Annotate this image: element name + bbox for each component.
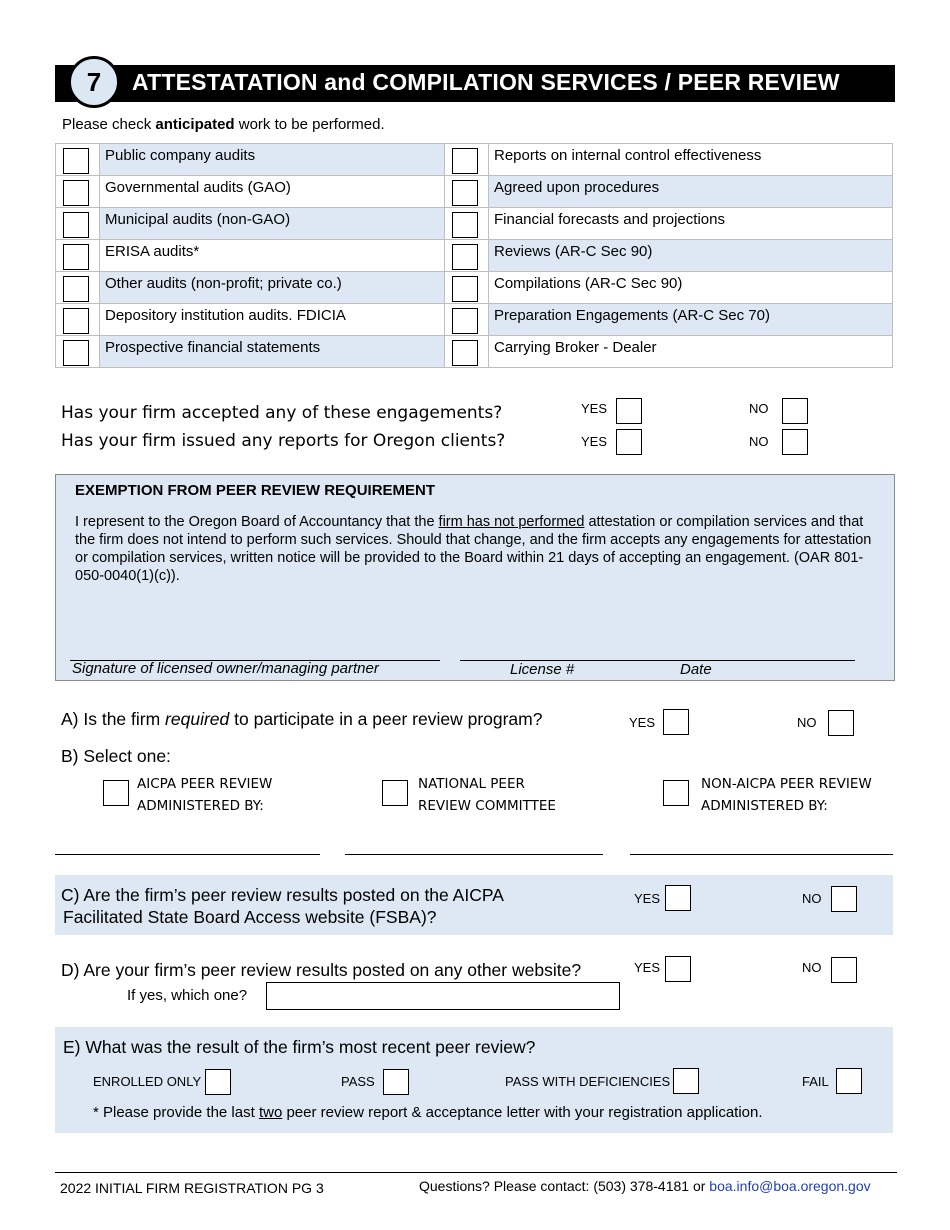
fail-checkbox[interactable]: [836, 1068, 862, 1094]
yes-label: YES: [581, 401, 608, 416]
work-right-label: Financial forecasts and projections: [489, 208, 893, 240]
table-row: [56, 176, 893, 208]
no-label: NO: [749, 401, 769, 416]
contact-email-link[interactable]: boa.info@boa.oregon.gov: [709, 1178, 871, 1194]
oregon-reports-no-checkbox[interactable]: [782, 429, 808, 455]
work-right-label: Reviews (AR-C Sec 90): [489, 240, 893, 272]
work-right-checkbox[interactable]: [452, 276, 478, 302]
work-right-label: Agreed upon procedures: [489, 176, 893, 208]
oregon-reports-question: Has your firm issued any reports for Oregon clients?: [61, 431, 506, 451]
work-left-checkbox[interactable]: [63, 244, 89, 270]
engagements-accepted-no-checkbox[interactable]: [782, 398, 808, 424]
enrolled-only-label: ENROLLED ONLY: [93, 1074, 202, 1089]
question-a: A) Is the firm required to participate in a peer review program?: [61, 709, 543, 729]
work-right-checkbox[interactable]: [452, 180, 478, 206]
work-right-checkbox[interactable]: [452, 148, 478, 174]
question-e: E) What was the result of the firm’s most recent peer review?: [63, 1037, 536, 1057]
work-left-label: Other audits (non-profit; private co.): [100, 272, 445, 304]
question-c: C) Are the firm’s peer review results posted on the AICPA Facilitated State Board Access website (FSBA)?: [61, 885, 504, 927]
work-left-checkbox[interactable]: [63, 180, 89, 206]
question-a-yes-checkbox[interactable]: [663, 709, 689, 735]
aicpa-peer-review-checkbox[interactable]: [103, 780, 129, 806]
footer-page-label: 2022 INITIAL FIRM REGISTRATION PG 3: [60, 1180, 324, 1196]
no-label: NO: [749, 434, 769, 449]
work-right-label: Compilations (AR-C Sec 90): [489, 272, 893, 304]
pass-with-deficiencies-label: PASS WITH DEFICIENCIES: [505, 1074, 671, 1089]
work-left-checkbox[interactable]: [63, 148, 89, 174]
work-right-checkbox[interactable]: [452, 212, 478, 238]
question-d: D) Are your firm’s peer review results posted on any other website?: [61, 960, 582, 980]
question-b: B) Select one:: [61, 746, 171, 766]
no-label: NO: [797, 715, 817, 730]
question-a-no-checkbox[interactable]: [828, 710, 854, 736]
question-d-yes-checkbox[interactable]: [665, 956, 691, 982]
pass-with-deficiencies-checkbox[interactable]: [673, 1068, 699, 1094]
question-c-yes-checkbox[interactable]: [665, 885, 691, 911]
work-left-checkbox[interactable]: [63, 212, 89, 238]
work-type-table: [55, 143, 893, 368]
table-row: [56, 304, 893, 336]
yes-label: YES: [634, 960, 661, 975]
pass-checkbox[interactable]: [383, 1069, 409, 1095]
exemption-statement: I represent to the Oregon Board of Accountancy that the firm has not performed attestation or compilation services and that the firm does not intend to perform such services. Should that change, and the firm accepts any engagements for attestation or compilation services, written notice will be provided to the Board within 21 days of accepting an engagement. (OAR 801-050-0040(1)(c)).: [75, 514, 872, 584]
work-left-label: Governmental audits (GAO): [100, 176, 445, 208]
table-row: [56, 272, 893, 304]
section-number-badge: 7: [68, 56, 120, 108]
question-d-no-checkbox[interactable]: [831, 957, 857, 983]
footer-contact: Questions? Please contact: (503) 378-4181 or boa.info@boa.oregon.gov: [419, 1178, 871, 1194]
section-title: ATTESTATATION and COMPILATION SERVICES / PEER REVIEW: [132, 69, 840, 95]
signature-label: Signature of licensed owner/managing partner: [72, 660, 379, 677]
work-right-label: Preparation Engagements (AR-C Sec 70): [489, 304, 893, 336]
footer-rule: [55, 1172, 897, 1173]
no-label: NO: [802, 960, 822, 975]
work-right-label: Carrying Broker - Dealer: [489, 336, 893, 368]
other-website-input[interactable]: [266, 982, 620, 1010]
work-left-checkbox[interactable]: [63, 308, 89, 334]
yes-label: YES: [581, 434, 608, 449]
work-left-label: Depository institution audits. FDICIA: [100, 304, 445, 336]
work-left-label: Public company audits: [100, 144, 445, 176]
table-row: [56, 208, 893, 240]
work-right-checkbox[interactable]: [452, 340, 478, 366]
table-row: [56, 240, 893, 272]
license-label: License #: [510, 661, 575, 678]
question-c-no-checkbox[interactable]: [831, 886, 857, 912]
non-aicpa-peer-review-checkbox[interactable]: [663, 780, 689, 806]
national-peer-review-label: NATIONAL PEER REVIEW COMMITTEE: [418, 776, 556, 814]
work-right-checkbox[interactable]: [452, 244, 478, 270]
engagements-accepted-yes-checkbox[interactable]: [616, 398, 642, 424]
date-label: Date: [680, 661, 712, 678]
no-label: NO: [802, 891, 822, 906]
engagements-accepted-question: Has your firm accepted any of these engagements?: [61, 403, 503, 423]
work-right-checkbox[interactable]: [452, 308, 478, 334]
national-committee-line[interactable]: [345, 854, 603, 855]
non-aicpa-administrator-line[interactable]: [630, 854, 893, 855]
table-row: [56, 144, 893, 176]
yes-label: YES: [634, 891, 661, 906]
work-left-checkbox[interactable]: [63, 276, 89, 302]
work-right-label: Reports on internal control effectiveness: [489, 144, 893, 176]
non-aicpa-peer-review-label: NON-AICPA PEER REVIEW ADMINISTERED BY:: [701, 776, 872, 814]
oregon-reports-yes-checkbox[interactable]: [616, 429, 642, 455]
instruction-text: Please check anticipated work to be performed.: [62, 116, 385, 133]
aicpa-peer-review-label: AICPA PEER REVIEW ADMINISTERED BY:: [137, 776, 273, 814]
aicpa-administrator-line[interactable]: [55, 854, 320, 855]
report-note: * Please provide the last two peer review report & acceptance letter with your registration application.: [93, 1104, 763, 1121]
exemption-title: EXEMPTION FROM PEER REVIEW REQUIREMENT: [75, 482, 436, 499]
table-row: [56, 336, 893, 368]
fail-label: FAIL: [802, 1074, 829, 1089]
national-peer-review-checkbox[interactable]: [382, 780, 408, 806]
enrolled-only-checkbox[interactable]: [205, 1069, 231, 1095]
work-left-checkbox[interactable]: [63, 340, 89, 366]
pass-label: PASS: [341, 1074, 375, 1089]
work-left-label: Prospective financial statements: [100, 336, 445, 368]
work-left-label: ERISA audits*: [100, 240, 445, 272]
which-website-label: If yes, which one?: [127, 987, 248, 1004]
yes-label: YES: [629, 715, 656, 730]
work-left-label: Municipal audits (non-GAO): [100, 208, 445, 240]
